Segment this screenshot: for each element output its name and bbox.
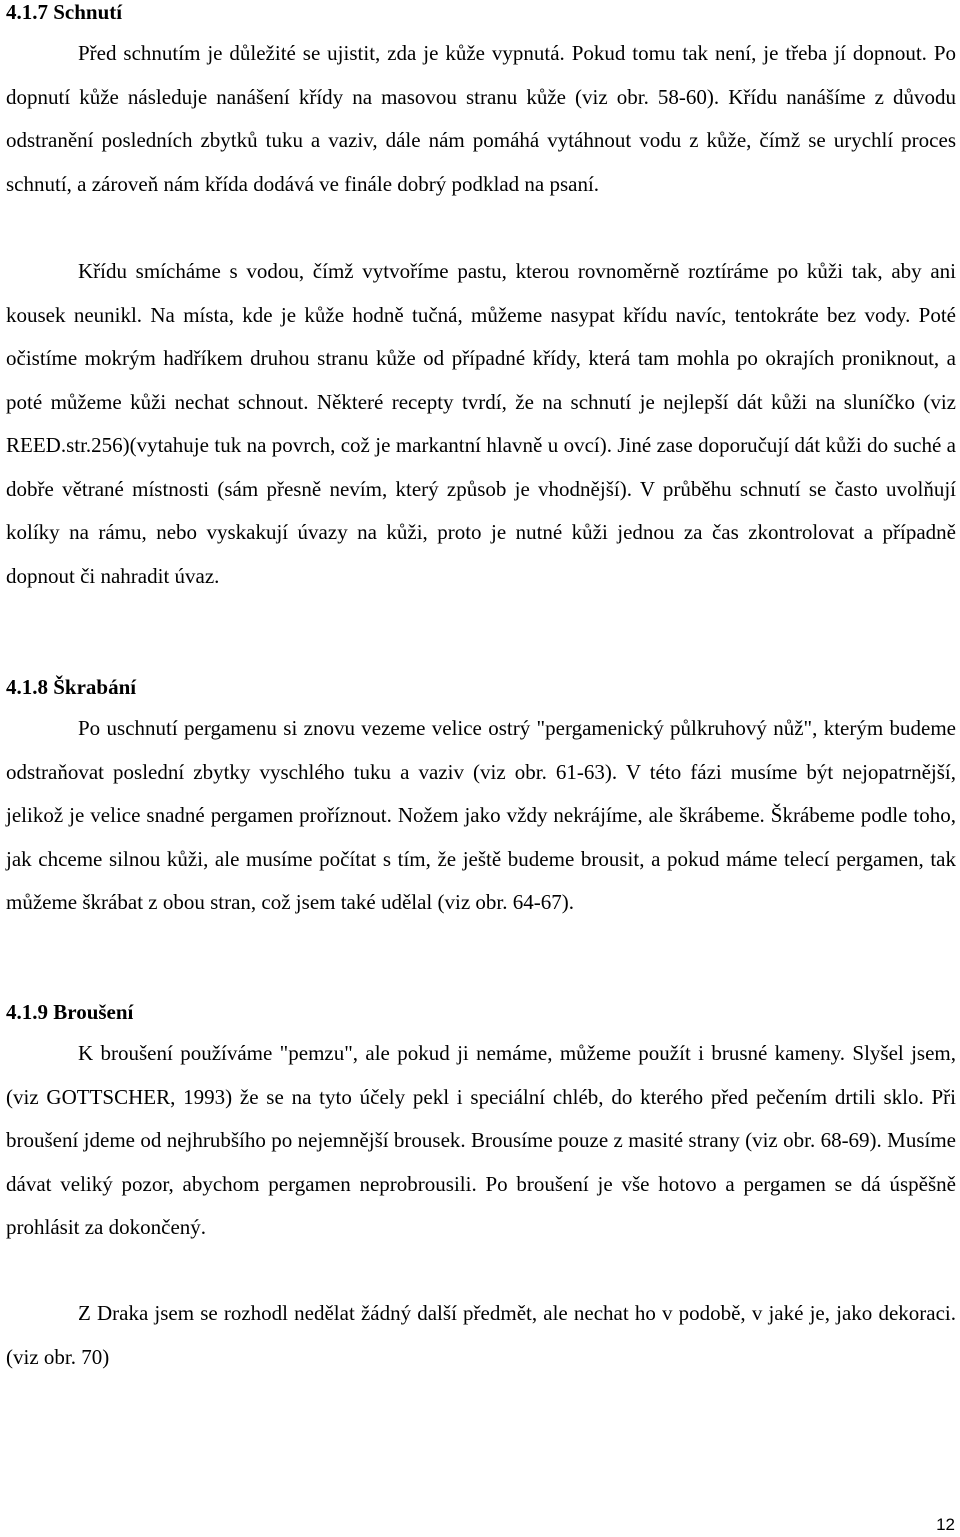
paragraph: Z Draka jsem se rozhodl nedělat žádný další předmět, ale nechat ho v podobě, v jaké je, jako dekoraci.(viz obr. 70)	[6, 1301, 956, 1369]
section-heading: 4.1.7 Schnutí	[6, 0, 123, 24]
paragraph: Před schnutím je důležité se ujistit, zda je kůže vypnutá. Pokud tomu tak není, je třeba jí dopnout. Po dopnutí kůže následuje nanášení křídy na masovou stranu kůže (viz obr. 58-60). Křídu nanášíme z důvodu odstranění posledních zbytků tuku a vaziv, dále nám pomáhá vytáhnout vodu z kůže, čímž se urychlí proces schnutí, a zároveň nám křída dodává ve finále dobrý podklad na psaní.	[6, 41, 956, 196]
paragraph: Křídu smícháme s vodou, čímž vytvoříme pastu, kterou rovnoměrně roztíráme po kůži tak, aby ani kousek neunikl. Na místa, kde je kůže hodně tučná, můžeme nasypat křídu navíc, tentokráte bez vody. Poté očistíme mokrým hadříkem druhou stranu kůže od případné křídy, která tam mohla po okrajích proniknout, a poté můžeme kůži nechat schnout. Některé recepty tvrdí, že na schnutí je nejlepší dát kůži na sluníčko (viz REED.str.256)(vytahuje tuk na povrch, což je markantní hlavně u ovcí). Jiné zase doporučují dát kůži do suché a dobře větrané místnosti (sám přesně nevím, který způsob je vhodnější). V průběhu schnutí se často uvolňují kolíky na rámu, nebo vyskakují úvazy na kůži, proto je nutné kůži jednou za čas zkontrolovat a případně dopnout či nahradit úvaz.	[6, 259, 956, 588]
paragraph: Po uschnutí pergamenu si znovu vezeme velice ostrý "pergamenický půlkruhový nůž", kterým budeme odstraňovat poslední zbytky vyschlého tuku a vaziv (viz obr. 61-63). V této fázi musíme být nejopatrnější, jelikož je velice snadné pergamen proříznout. Nožem jako vždy nekrájíme, ale škrábeme. Škrábeme podle toho, jak chceme silnou kůži, ale musíme počítat s tím, že ještě budeme brousit, a pokud máme telecí pergamen, tak můžeme škrábat z obou stran, což jsem také udělal (viz obr. 64-67).	[6, 716, 956, 914]
section-heading: 4.1.8 Škrabání	[6, 675, 137, 699]
section-heading: 4.1.9 Broušení	[6, 1000, 134, 1024]
page-number: 12	[936, 1515, 955, 1534]
paragraph: K broušení používáme "pemzu", ale pokud ji nemáme, můžeme použít i brusné kameny. Slyšel jsem, (viz GOTTSCHER, 1993) že se na tyto účely pekl i speciální chléb, do kterého před pečením drtili sklo. Při broušení jdeme od nejhrubšího po nejemnější brousek. Brousíme pouze z masité strany (viz obr. 68-69). Musíme dávat veliký pozor, abychom pergamen neprobrousili. Po broušení je vše hotovo a pergamen se dá úspěšně prohlásit za dokončený.	[6, 1041, 956, 1239]
